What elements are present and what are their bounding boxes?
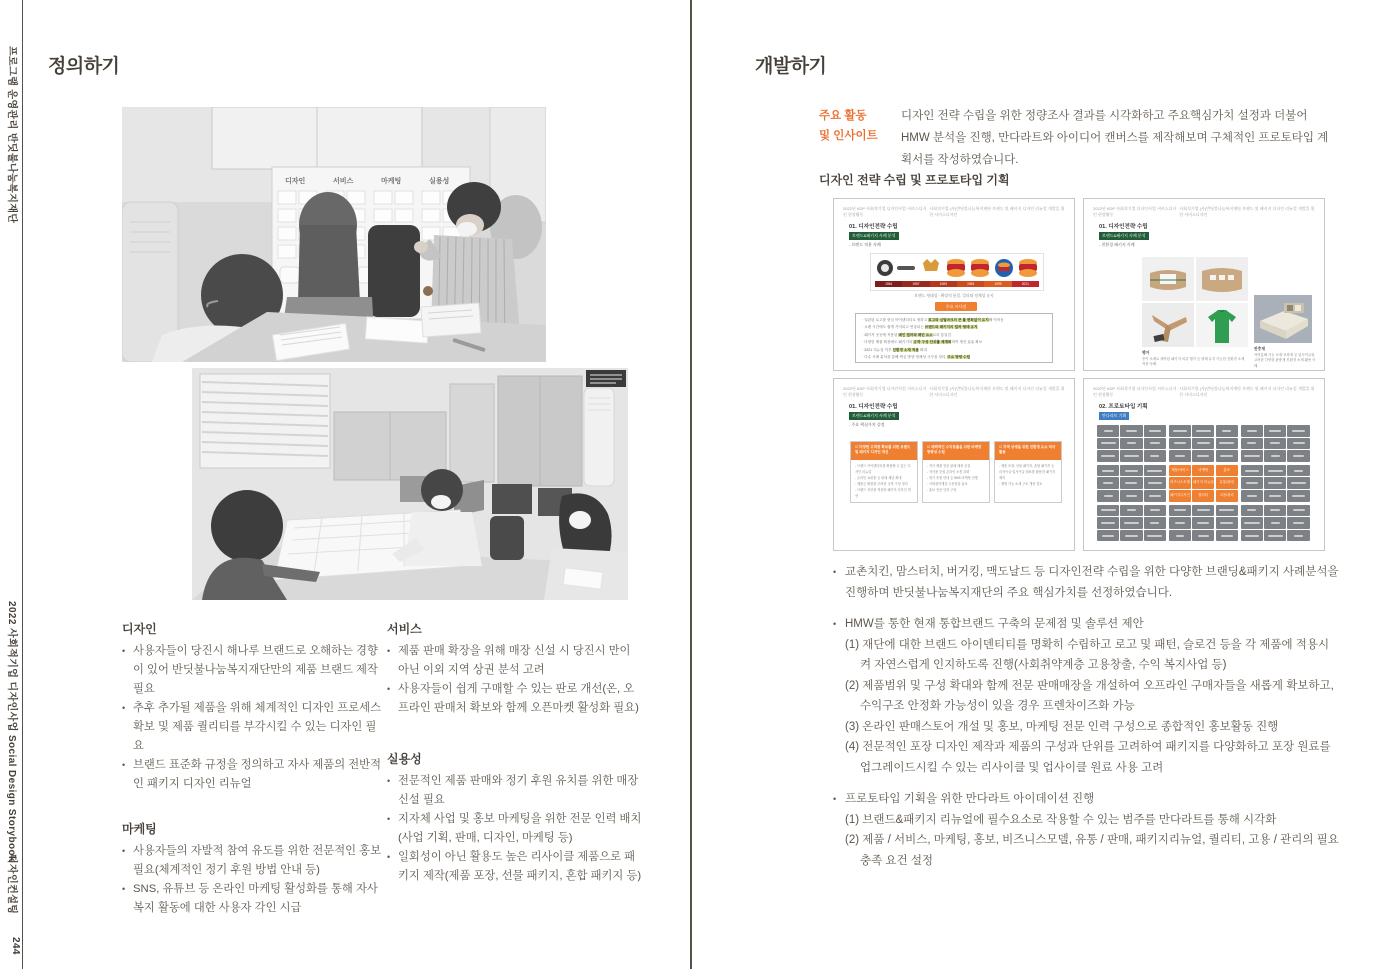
mandarat-cell xyxy=(1216,438,1238,450)
mandarat-cell xyxy=(1264,490,1286,502)
mandarat-cell xyxy=(1120,490,1142,502)
mandarat-center-cell: 마케팅 xyxy=(1192,465,1214,477)
bullet: • 사용자들의 자발적 참여 유도를 위한 전문적인 홍보 필요(체계적인 정기 후원 방법 안내 등) xyxy=(122,842,384,880)
bullet: • 사용자들이 당진시 해나루 브랜드로 오해하는 경향이 있어 반딧불나눔복지재단만의 제품 브랜드 제작 필요 xyxy=(122,642,384,699)
section-service-heading: 서비스 xyxy=(387,622,422,636)
mandarat-cell xyxy=(1097,465,1119,477)
sticky-note xyxy=(278,227,296,240)
timeline-year: 1954 xyxy=(875,281,902,287)
slide-subtag: - 주요 핵심가치 설정 xyxy=(849,422,885,427)
mandarat-cell xyxy=(1144,505,1166,517)
slide-subtag: - 친환경 패키지 사례 xyxy=(1099,242,1135,247)
implication-note-line: · 다양한 제품 확장에도 패키지의 규격·구성·단위를 체계화하여 생산 효율 확보 xyxy=(862,340,983,345)
slide-header-right: 사회적기업 (사)반딧불나눔복지재단 브랜드 및 패키지 디자인 리뉴얼 개발을 위한 서비스디자인 xyxy=(929,386,1065,397)
mandarat-cell xyxy=(1120,450,1142,462)
mandarat-cell xyxy=(1241,505,1263,517)
mandarat-cell xyxy=(1216,517,1238,529)
center-divider-line xyxy=(690,0,692,969)
mandarat-cell xyxy=(1216,530,1238,542)
timeline-year: 2021 xyxy=(1012,281,1039,287)
mandarat-cell xyxy=(1169,517,1191,529)
mandarat-cell xyxy=(1287,517,1309,529)
mandarat-cell xyxy=(1144,477,1166,489)
slide-header-left: 2022년 KDP 사회적기업 디자인사업 서비스디자인 현장활동 xyxy=(1093,386,1177,397)
sticky-note xyxy=(374,209,392,222)
mandarat-cell xyxy=(1144,438,1166,450)
slide-header-left: 2022년 KDP 사회적기업 디자인사업 서비스디자인 현장활동 xyxy=(1093,206,1177,217)
mandarat-cell xyxy=(1287,450,1309,462)
summary-sub: (2) 제품범위 및 구성 확대와 함께 전문 판매매장을 개설하여 오프라인 구매자들을 새롭게 확보하고, 수익구조 안정화 가능성이 있을 경우 프렌차이즈화 가능 xyxy=(845,679,1334,712)
mandarat-cell xyxy=(1120,517,1142,529)
slide-header xyxy=(843,206,1065,218)
brand-logo-strip xyxy=(870,253,1044,291)
mandarat-cell xyxy=(1287,465,1309,477)
sticky-note xyxy=(347,191,365,204)
summary-sub: (2) 제품 / 서비스, 마케팅, 홍보, 비즈니스모델, 유통 / 판매, 패키지리뉴얼, 퀄리티, 고용 / 관리의 필요충족 요건 설정 xyxy=(845,834,1339,867)
mandarat-cell xyxy=(1287,530,1309,542)
mandarat-cell xyxy=(1144,530,1166,542)
sticky-note xyxy=(278,209,296,222)
key-value-column-header: ☑ 다양한 고객층 확보를 위한 브랜드 및 패키지 디자인 개선 xyxy=(851,442,917,460)
slide-key-values xyxy=(833,378,1075,551)
summary-bullet-2-head: • HMW를 통한 현재 통합브랜드 구축의 문제점 및 솔루션 제안 xyxy=(845,618,1144,630)
timeline-year: 1999 xyxy=(984,281,1011,287)
sidebar-edition-text: 2022 사회적기업 디자인사업 Social Design Storybook xyxy=(6,601,17,862)
slide-header-left: 2022년 KDP 사회적기업 디자인사업 서비스디자인 현장활동 xyxy=(843,206,927,217)
mandarat-cell xyxy=(1241,477,1263,489)
bullet: • 일회성이 아닌 활용도 높은 리사이클 제품으로 패키지 제작(제품 포장, 선물 패키지, 혼합 패키지 등) xyxy=(387,848,643,886)
key-value-column-header: ☑ 지역 상생을 위한 친환경 요소 적극 활용 xyxy=(995,442,1061,460)
slide-caption: 브랜드 형태성 · 확장의 통일, 컬러와 정체성 유지 xyxy=(914,294,994,298)
mandarat-center-cell: 유통/판매 xyxy=(1216,477,1238,489)
slide-tag: 브랜드&패키지 사례 분석 xyxy=(849,412,899,420)
mandarat-cell xyxy=(1241,490,1263,502)
sticky-note xyxy=(374,191,392,204)
eco-caption-1-text: 종이 소재로 제작된 패키지·의류 행거 등 형태 유지 가능한 친환경 소재 적용 사례. xyxy=(1142,356,1245,366)
slide-header-left: 2022년 KDP 사회적기업 디자인사업 서비스디자인 현장활동 xyxy=(843,386,927,397)
left-page-column-2 xyxy=(387,620,643,912)
implication-notes xyxy=(855,313,1053,363)
photo-green-tshirt xyxy=(1196,303,1248,347)
mandarat-cell xyxy=(1120,505,1142,517)
section-marketing xyxy=(122,820,384,918)
right-page-title: 개발하기 xyxy=(755,56,827,77)
sidebar-category-text: 디자인컨설팅 xyxy=(6,854,17,915)
mandarat-cell xyxy=(1241,517,1263,529)
eco-photo-grid xyxy=(1142,257,1248,347)
mandarat-cell xyxy=(1264,425,1286,437)
sticky-note xyxy=(278,245,296,258)
mandarat-cell xyxy=(1241,530,1263,542)
sidebar-program-text: 프로그램 운영관리 반딧불나눔복지재단 xyxy=(6,46,17,224)
section-service xyxy=(387,620,643,718)
mandarat-cell xyxy=(1097,438,1119,450)
key-value-bullet: - 자사 제품 전문 판매 매장 신설 xyxy=(927,464,971,468)
slide-title: 01. 디자인전략 수립 xyxy=(849,404,898,410)
section-practicality-heading: 실용성 xyxy=(387,752,422,766)
key-value-column-header: ☑ 매력적인 수익창출을 위한 마케팅 방향성 수립 xyxy=(923,442,989,460)
mandarat-cell xyxy=(1287,438,1309,450)
mandarat-cell xyxy=(1241,438,1263,450)
photo-office-meeting-illustration xyxy=(192,368,628,600)
key-value-column xyxy=(922,441,990,503)
mandarat-cell xyxy=(1097,490,1119,502)
mandarat-cell xyxy=(1097,517,1119,529)
board-column-label: 실용성 xyxy=(429,178,450,185)
slide-header xyxy=(1093,386,1315,398)
page-number: 244 xyxy=(10,937,21,955)
implication-note-line: · 다수 사례 분석을 통해 핵심 방향·정체성 시사점 정리, 주요 방향 수립 xyxy=(862,355,971,360)
bullet: • 지자체 사업 및 홍보 마케팅을 위한 전문 인력 배치(사업 기획, 판매, 디자인, 마케팅 등) xyxy=(387,810,643,848)
summary-bullet-2 xyxy=(833,614,1339,778)
mandarat-cell xyxy=(1097,425,1119,437)
mandarat-cell xyxy=(1144,465,1166,477)
sidebar-divider-line xyxy=(22,0,23,969)
mandarat-cell xyxy=(1192,450,1214,462)
section-design-heading: 디자인 xyxy=(122,622,157,636)
key-activity-label-line2: 및 인사이트 xyxy=(819,130,878,142)
sticky-note xyxy=(395,209,413,222)
key-value-bullet: - 정기 후원 안내 등 SNS 마케팅 진행 xyxy=(927,476,978,480)
summary-bullet-1: • 교촌치킨, 맘스터치, 버거킹, 맥도날드 등 디자인전략 수립을 위한 다양한 브랜딩&패키지 사례분석을 진행하며 반딧불나눔복지재단의 주요 핵심가치를 선정하였습니다. xyxy=(833,562,1339,603)
left-page-column-1 xyxy=(122,620,384,944)
summary-sub: (4) 전문적인 포장 디자인 제작과 제품의 구성과 단위를 고려하여 패키지를 다양화하고 포장 원료를 업그레이드시킬 수 있는 리사이클 및 업사이클 원료 사용 고려 xyxy=(845,741,1331,774)
mandarat-grid xyxy=(1097,425,1313,541)
summary-bullet-3-head: • 프로토타입 기획을 위한 만다라트 아이데이션 진행 xyxy=(845,793,1095,805)
timeline-year: 1957 xyxy=(902,281,929,287)
slide-title: 01. 디자인전략 수립 xyxy=(1099,224,1148,230)
mandarat-cell xyxy=(1241,465,1263,477)
key-value-bullet: - 브랜드 자산을 적용한 패키지 디자인 개선 xyxy=(855,488,911,498)
mandarat-cell xyxy=(1169,425,1191,437)
mandarat-cell xyxy=(1192,425,1214,437)
slide-subtag: - 브랜드 적용 사례 xyxy=(849,242,881,247)
key-value-bullet: - 온라인 쇼핑몰 등 판매 채널 확대 xyxy=(855,476,902,480)
photo-kraft-pillow-box xyxy=(1142,257,1194,301)
slide-header xyxy=(843,386,1065,398)
key-value-column-body xyxy=(851,460,917,502)
section-marketing-heading: 마케팅 xyxy=(122,822,157,836)
mandarat-cell xyxy=(1216,505,1238,517)
timeline-year: 1994 xyxy=(957,281,984,287)
slide-tag: 브랜드&패키지 사례 분석 xyxy=(849,232,899,240)
mandarat-cell xyxy=(1216,425,1238,437)
slide-header-right: 사회적기업 (사)반딧불나눔복지재단 브랜드 및 패키지 디자인 리뉴얼 개발을 위한 서비스디자인 xyxy=(1179,386,1315,397)
bullet: • 브랜드 표준화 규정을 정의하고 자사 제품의 전반적인 패키지 디자인 리뉴얼 xyxy=(122,756,384,794)
implication-note-line: · 일관된 로고를 중심 아이덴티티로 정하고 로고와 심벌마크의 큰 틀 변화없이 유지해 이어옴 xyxy=(862,318,1004,322)
mandarat-cell xyxy=(1192,505,1214,517)
section-design xyxy=(122,620,384,794)
photo-define-workshop-illustration xyxy=(122,107,546,362)
mandarat-cell xyxy=(1264,465,1286,477)
mandarat-cell xyxy=(1264,477,1286,489)
slides-subheading: 디자인 전략 수립 및 프로토타입 기획 xyxy=(819,173,1010,187)
mandarat-cell xyxy=(1144,490,1166,502)
mandarat-center-cell: 홍보 xyxy=(1216,465,1238,477)
mandarat-cell xyxy=(1192,530,1214,542)
photo-cardboard-hanger xyxy=(1142,303,1194,347)
mandarat-cell xyxy=(1169,438,1191,450)
mandarat-cell xyxy=(1241,425,1263,437)
implication-note-line: · 오랜 시간에도 쉽게 기억되고 연상되는 브랜드와 패키지의 컬러·형태 유지 xyxy=(862,325,978,330)
key-value-bullet: - 홍보 전문 인력 구성 xyxy=(927,488,957,492)
summary-sub: (1) 재단에 대한 브랜드 아이덴티티를 명확히 수립하고 로고 및 패턴, 슬로건 등을 각 제품에 적용시켜 자연스럽게 인지하도록 진행(사회취약계층 고용창출, 수익 복지사업 등) xyxy=(845,638,1330,671)
mandarat-cell xyxy=(1264,450,1286,462)
sticky-note xyxy=(278,191,296,204)
mandarat-cell xyxy=(1216,450,1238,462)
mandarat-cell xyxy=(1264,438,1286,450)
board-column-label: 서비스 xyxy=(333,178,354,185)
eco-caption-1 xyxy=(1142,351,1246,368)
mandarat-cell xyxy=(1097,505,1119,517)
mandarat-cell xyxy=(1192,517,1214,529)
key-activity-label xyxy=(819,106,878,146)
mandarat-cell xyxy=(1097,450,1119,462)
implication-note-line: · 2021 리뉴얼 이후 친환경 소재 적용 확대 xyxy=(862,347,927,352)
slide-brand-case-analysis xyxy=(833,198,1075,371)
sticky-note xyxy=(395,191,413,204)
board-column-label: 마케팅 xyxy=(381,178,402,185)
mandarat-center-cell: 비즈니스모델 xyxy=(1169,477,1191,489)
photo-foam-packaging xyxy=(1254,295,1312,343)
key-value-column-body xyxy=(923,460,989,496)
mandarat-cell xyxy=(1120,477,1142,489)
summary-sub: (1) 브랜드&패키지 리뉴얼에 필수요소로 작용할 수 있는 범주를 만다라트를 통해 시각화 xyxy=(845,813,1277,826)
mandarat-cell xyxy=(1192,438,1214,450)
key-value-bullet: - 사회취약계층 고용창출 홍보 xyxy=(927,482,968,486)
mandarat-cell xyxy=(1169,530,1191,542)
mandarat-cell xyxy=(1264,517,1286,529)
slide-eco-packaging-cases xyxy=(1083,198,1325,371)
slide-title: 01. 디자인전략 수립 xyxy=(849,224,898,230)
slide-thumbnails xyxy=(833,198,1325,551)
mandarat-cell xyxy=(1144,425,1166,437)
slide-mandarat-planning xyxy=(1083,378,1325,551)
key-implication-badge: 주요 시사점 xyxy=(935,302,977,311)
left-page-title: 정의하기 xyxy=(48,56,120,77)
mandarat-cell xyxy=(1287,505,1309,517)
key-value-bullet: - 재생 가능 소재 구조 개선 검토 xyxy=(999,482,1043,486)
sticky-note xyxy=(280,267,300,283)
develop-summary xyxy=(833,562,1339,882)
summary-bullet-3 xyxy=(833,789,1339,871)
mandarat-center-cell: 패키지 리뉴얼 xyxy=(1192,477,1214,489)
bullet: • SNS, 유튜브 등 온라인 마케팅 활성화를 통해 자사 복지 활동에 대한 사용자 각인 시급 xyxy=(122,880,384,918)
mandarat-cell xyxy=(1120,438,1142,450)
slide-title: 02. 프로토타입 기획 xyxy=(1099,404,1148,410)
mandarat-cell xyxy=(1144,450,1166,462)
photo-office-meeting xyxy=(192,368,628,600)
slide-header-right: 사회적기업 (사)반딧불나눔복지재단 브랜드 및 패키지 디자인 리뉴얼 개발을 위한 서비스디자인 xyxy=(929,206,1065,217)
mandarat-cell xyxy=(1241,450,1263,462)
mandarat-cell xyxy=(1169,505,1191,517)
mandarat-cell xyxy=(1120,425,1142,437)
photo-define-workshop xyxy=(122,107,546,362)
bullet: • 사용자들이 쉽게 구매할 수 있는 판로 개선(온, 오프라인 판매처 확보와 함께 오픈마켓 활성화 필요) xyxy=(387,680,643,718)
mandarat-cell xyxy=(1264,530,1286,542)
eco-caption-1-label: 행거 xyxy=(1142,351,1150,355)
mandarat-cell xyxy=(1144,517,1166,529)
slide-header-right: 사회적기업 (사)반딧불나눔복지재단 브랜드 및 패키지 디자인 리뉴얼 개발을 위한 서비스디자인 xyxy=(1179,206,1315,217)
mandarat-cell xyxy=(1120,465,1142,477)
bullet: • 제품 판매 확장을 위해 매장 신설 시 당진시 만이 아닌 이외 지역 상권 분석 고려 xyxy=(387,642,643,680)
board-column-label: 디자인 xyxy=(285,178,306,185)
key-activity-label-line1: 주요 활동 xyxy=(819,110,867,122)
timeline-year: 1969 xyxy=(930,281,957,287)
mandarat-cell xyxy=(1287,477,1309,489)
key-value-column-body xyxy=(995,460,1061,490)
implication-note-line: · 패키지 곳곳에 적용된 메인 컬러와 패턴 요소로의 통일감 xyxy=(862,332,952,337)
slide-header xyxy=(1093,206,1315,218)
photo-kraft-mailer xyxy=(1196,257,1248,301)
eco-caption-2-label: 완충재 xyxy=(1254,347,1266,351)
eco-caption-2-text: 자연분해 가능 소재·포장재 등 업사이클을 고려한 다양한 완충재 친환경 소재 활용 사례. xyxy=(1254,352,1316,368)
sticky-note xyxy=(422,191,440,204)
mandarat-cell xyxy=(1097,477,1119,489)
mandarat-center-cell: 패키지디자인 xyxy=(1169,490,1191,502)
key-value-columns xyxy=(850,441,1062,503)
key-value-column xyxy=(994,441,1062,503)
key-value-bullet: - 브랜드 아이덴티티를 확립할 수 있는 디자인 리뉴얼 xyxy=(855,464,911,474)
slide-tag: 브랜드&패키지 사례 분석 xyxy=(1099,232,1149,240)
sticky-note xyxy=(422,209,440,222)
brand-logos-illustration xyxy=(875,257,1039,279)
section-practicality xyxy=(387,750,643,886)
mandarat-center-cell: 고용/관리 xyxy=(1216,490,1238,502)
brand-timeline xyxy=(875,281,1039,287)
slide-tag: 만다라트 기획 xyxy=(1099,412,1129,420)
summary-sub: (3) 온라인 판매스토어 개설 및 홍보, 마케팅 전문 인력 구성으로 종합적인 홍보활동 진행 xyxy=(845,720,1279,733)
key-value-column xyxy=(850,441,918,503)
mandarat-cell xyxy=(1169,450,1191,462)
mandarat-cell xyxy=(1097,530,1119,542)
mandarat-center-cell: 퀄리티 xyxy=(1192,490,1214,502)
intro-paragraph: 디자인 전략 수립을 위한 정량조사 결과를 시각화하고 주요핵심가치 설정과 더불어 HMW 분석을 진행, 만다라트와 아이디어 캔버스를 제작해보며 구체적인 프로토타입 계획서를 작성하였습니다. xyxy=(901,110,1329,166)
bullet: • 추후 추가될 제품을 위해 체계적인 디자인 프로세스 확보 및 제품 퀄리티를 부각시킬 수 있는 디자인 필요 xyxy=(122,699,384,756)
mandarat-cell xyxy=(1264,505,1286,517)
mandarat-cell xyxy=(1120,530,1142,542)
mandarat-cell xyxy=(1287,425,1309,437)
mandarat-cell xyxy=(1287,490,1309,502)
key-value-bullet: - 제품군 확장을 고려한 규격·구성 정리 xyxy=(855,482,908,486)
eco-caption-2 xyxy=(1254,347,1316,369)
bullet: • 전문적인 제품 판매와 정기 후원 유치를 위한 매장 신설 필요 xyxy=(387,772,643,810)
key-value-bullet: - 자사몰 중심 온라인 소통 강화 xyxy=(927,470,970,474)
mandarat-center-cell: 제품/서비스 xyxy=(1169,465,1191,477)
key-value-bullet: - 제품 포장, 선물 패키지, 혼합 패키지 등 리사이클·업사이클 원료를 활용한 패키지 제작 xyxy=(999,464,1056,480)
